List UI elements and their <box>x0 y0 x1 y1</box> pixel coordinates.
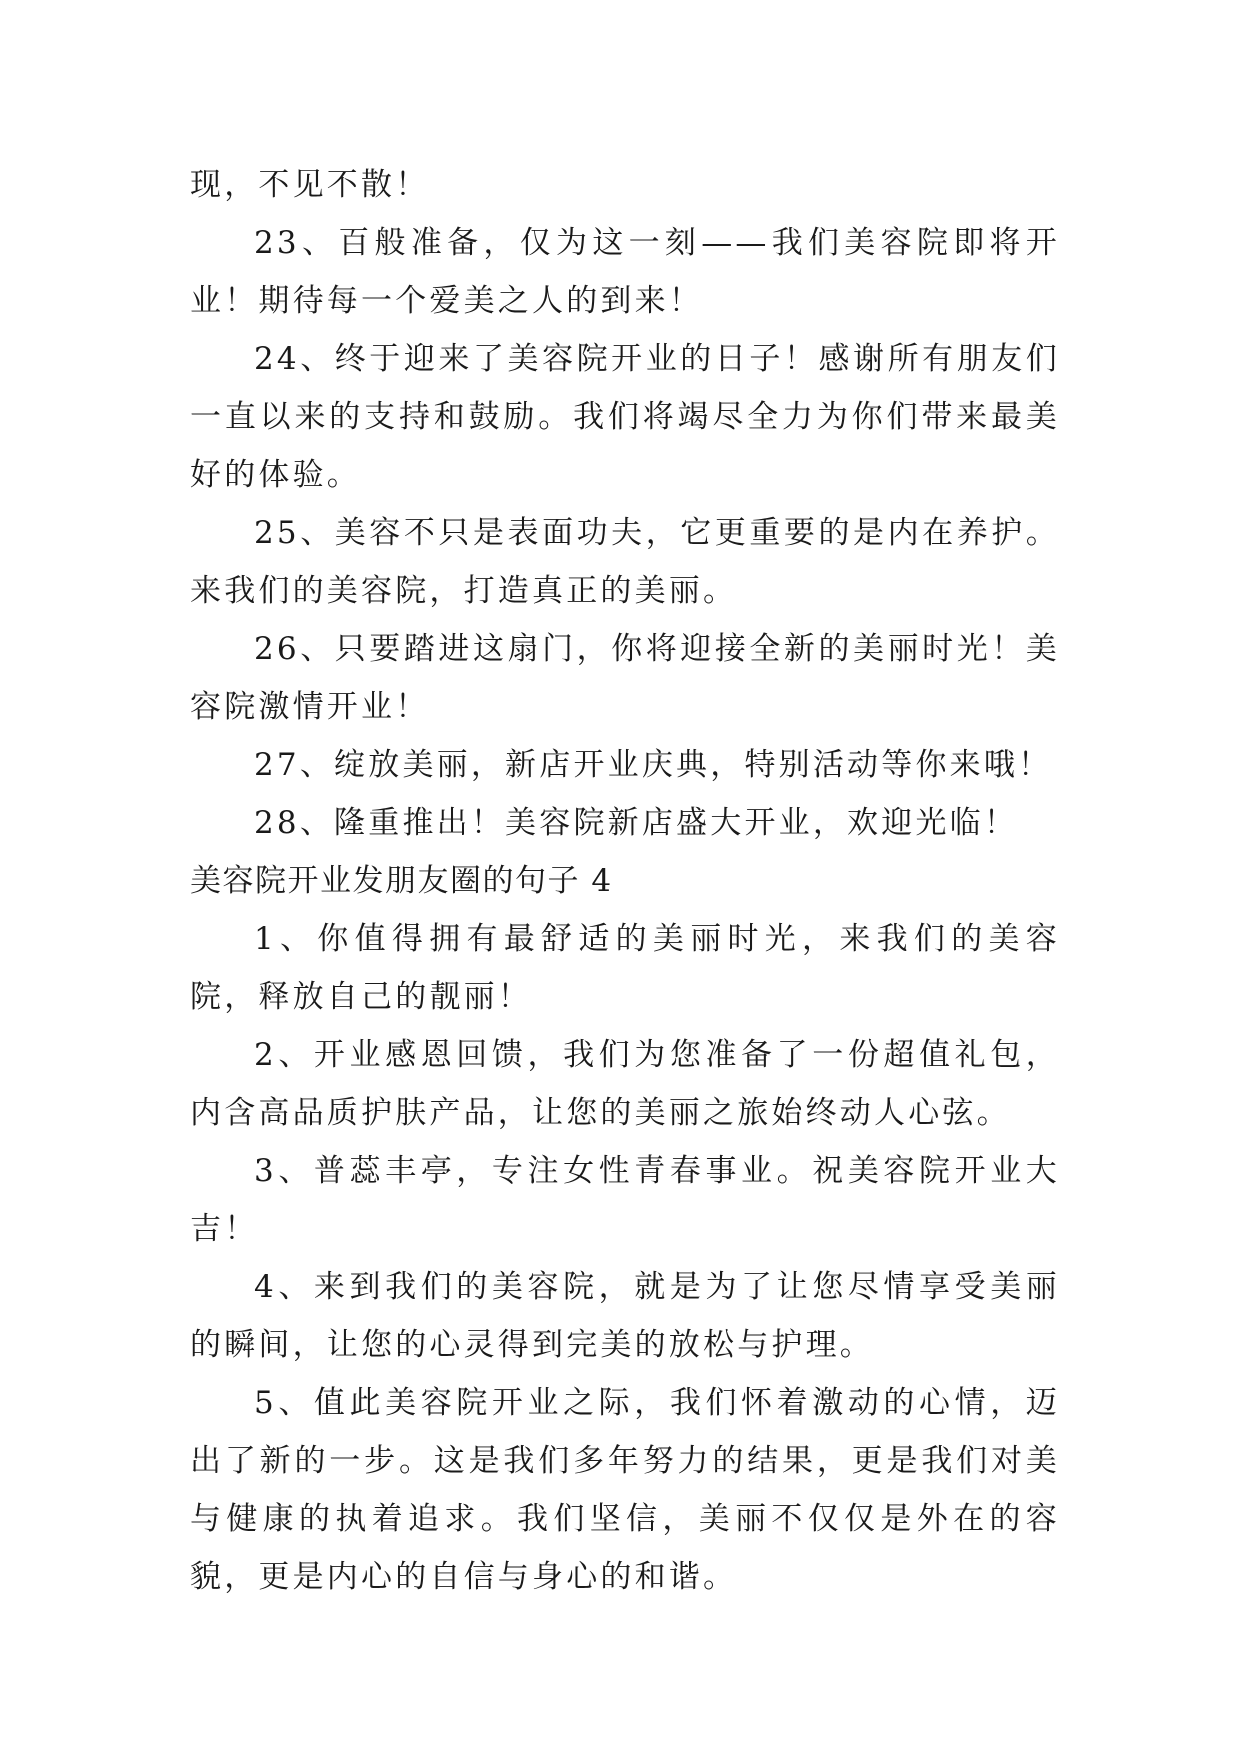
list-item-26: 26、只要踏进这扇门，你将迎接全新的美丽时光！美容院激情开业！ <box>190 631 1060 725</box>
list-item-27: 27、绽放美丽，新店开业庆典，特别活动等你来哦！ <box>254 747 1053 783</box>
list-item-2: 2、开业感恩回馈，我们为您准备了一份超值礼包，内含高品质护肤产品，让您的美丽之旅始终动人心弦。 <box>190 1037 1060 1131</box>
list-item-5: 5、值此美容院开业之际，我们怀着激动的心情，迈出了新的一步。这是我们多年努力的结果，更是我们对美与健康的执着追求。我们坚信，美丽不仅仅是外在的容貌，更是内心的自信与身心的和谐。 <box>190 1385 1060 1595</box>
list-item-28: 28、隆重推出！美容院新店盛大开业，欢迎光临！ <box>254 805 1019 841</box>
document-body <box>190 156 1060 1606</box>
list-item-3: 3、普蕊丰亭，专注女性青春事业。祝美容院开业大吉！ <box>190 1153 1060 1247</box>
list-item-1: 1、你值得拥有最舒适的美丽时光，来我们的美容院，释放自己的靓丽！ <box>190 921 1060 1015</box>
list-item-4: 4、来到我们的美容院，就是为了让您尽情享受美丽的瞬间，让您的心灵得到完美的放松与护理。 <box>190 1269 1060 1363</box>
list-item-25: 25、美容不只是表面功夫，它更重要的是内在养护。来我们的美容院，打造真正的美丽。 <box>190 515 1060 609</box>
paragraph-continuation: 现，不见不散！ <box>190 167 430 203</box>
list-item-24: 24、终于迎来了美容院开业的日子！感谢所有朋友们一直以来的支持和鼓励。我们将竭尽全力为你们带来最美好的体验。 <box>190 341 1060 493</box>
section-heading: 美容院开业发朋友圈的句子 4 <box>190 863 613 899</box>
list-item-23: 23、百般准备，仅为这一刻——我们美容院即将开业！期待每一个爱美之人的到来！ <box>190 225 1060 319</box>
